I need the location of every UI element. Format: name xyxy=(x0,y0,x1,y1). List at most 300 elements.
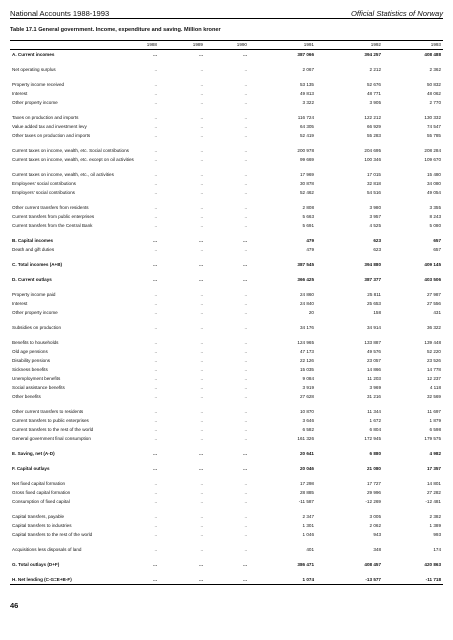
cell-value: .. xyxy=(200,490,203,495)
cell-value: 64 305 xyxy=(299,124,314,129)
row-label: Current transfers from the Central Bank xyxy=(12,223,93,228)
table-row xyxy=(10,434,443,443)
table-section-row xyxy=(10,575,443,584)
cell-value: .. xyxy=(154,358,157,363)
cell-value: .. xyxy=(244,124,247,129)
cell-value: .. xyxy=(200,301,203,306)
cell-value: 161 326 xyxy=(297,436,314,441)
cell-value: 6 880 xyxy=(369,451,381,456)
column-header: 1993 xyxy=(430,42,441,47)
cell-value: .. xyxy=(154,172,157,177)
table-row xyxy=(10,122,443,131)
cell-value: 1 046 xyxy=(302,532,314,537)
cell-value: 20 641 xyxy=(299,451,314,456)
cell-value: .. xyxy=(154,91,157,96)
table-row xyxy=(10,497,443,506)
cell-value: 55 283 xyxy=(366,133,381,138)
row-label: Other current transfers from residents xyxy=(12,205,89,210)
cell-value: ... xyxy=(153,577,157,582)
cell-value: .. xyxy=(200,247,203,252)
row-label: A. Current incomes xyxy=(12,52,55,57)
table-section-row xyxy=(10,236,443,245)
cell-value: ... xyxy=(243,277,247,282)
cell-value: 34 080 xyxy=(426,181,441,186)
cell-value: 2 362 xyxy=(429,67,441,72)
row-label: Sickness benefits xyxy=(12,367,48,372)
cell-value: ... xyxy=(153,262,157,267)
cell-value: .. xyxy=(244,133,247,138)
table-row xyxy=(10,374,443,383)
cell-value: ... xyxy=(153,52,157,57)
cell-value: 52 220 xyxy=(426,349,441,354)
cell-value: .. xyxy=(244,67,247,72)
table-row xyxy=(10,245,443,254)
cell-value: 623 xyxy=(373,247,381,252)
cell-value: .. xyxy=(200,394,203,399)
cell-value: .. xyxy=(154,499,157,504)
cell-value: 3 957 xyxy=(369,214,381,219)
cell-value: 48 062 xyxy=(426,91,441,96)
cell-value: .. xyxy=(200,427,203,432)
cell-value: 74 547 xyxy=(426,124,441,129)
cell-value: .. xyxy=(154,148,157,153)
cell-value: 2 067 xyxy=(302,67,314,72)
cell-value: .. xyxy=(244,376,247,381)
cell-value: .. xyxy=(154,292,157,297)
cell-value: 14 866 xyxy=(366,367,381,372)
cell-value: ... xyxy=(153,466,157,471)
cell-value: .. xyxy=(200,349,203,354)
cell-value: 479 xyxy=(306,238,314,243)
cell-value: 403 506 xyxy=(424,277,441,282)
cell-value: .. xyxy=(154,394,157,399)
cell-value: .. xyxy=(154,436,157,441)
cell-value: ... xyxy=(199,262,203,267)
row-label: Other benefits xyxy=(12,394,41,399)
cell-value: 2 347 xyxy=(302,514,314,519)
table-row xyxy=(10,383,443,392)
column-header: 1988 xyxy=(146,42,157,47)
cell-value: 174 xyxy=(433,547,441,552)
cell-value: .. xyxy=(154,190,157,195)
row-label: D. Current outlays xyxy=(12,277,52,282)
cell-value: 11 697 xyxy=(427,409,441,414)
cell-value: .. xyxy=(244,385,247,390)
row-label: Taxes on production and imports xyxy=(12,115,79,120)
cell-value: 348 xyxy=(373,547,381,552)
cell-value: .. xyxy=(244,310,247,315)
cell-value: 27 628 xyxy=(299,394,314,399)
cell-value: 479 xyxy=(306,247,314,252)
cell-value: .. xyxy=(200,436,203,441)
cell-value: 3 905 xyxy=(369,100,381,105)
cell-value: 204 695 xyxy=(364,148,381,153)
cell-value: 22 126 xyxy=(299,358,314,363)
cell-value: .. xyxy=(200,532,203,537)
cell-value: .. xyxy=(154,133,157,138)
cell-value: 2 382 xyxy=(429,514,441,519)
cell-value: 366 425 xyxy=(297,277,314,282)
cell-value: ... xyxy=(243,466,247,471)
table-row xyxy=(10,347,443,356)
cell-value: -13 577 xyxy=(365,577,381,582)
table-row xyxy=(10,488,443,497)
cell-value: .. xyxy=(244,148,247,153)
cell-value: 11 203 xyxy=(367,376,381,381)
cell-value: ... xyxy=(199,562,203,567)
cell-value: ... xyxy=(199,277,203,282)
cell-value: 25 811 xyxy=(367,292,381,297)
table-section-row xyxy=(10,449,443,458)
table-row xyxy=(10,323,443,332)
cell-value: -12 269 xyxy=(365,499,381,504)
cell-value: 623 xyxy=(373,238,381,243)
row-label: C. Total incomes (A+B) xyxy=(12,262,63,267)
row-label: General government final consumption xyxy=(12,436,91,441)
cell-value: .. xyxy=(200,223,203,228)
column-header-row xyxy=(10,41,443,49)
cell-value: .. xyxy=(244,514,247,519)
cell-value: .. xyxy=(200,115,203,120)
cell-value: 386 471 xyxy=(297,562,314,567)
cell-value: .. xyxy=(154,181,157,186)
cell-value: .. xyxy=(244,409,247,414)
cell-value: .. xyxy=(244,214,247,219)
cell-value: 24 860 xyxy=(299,292,314,297)
cell-value: .. xyxy=(244,82,247,87)
row-label: Old age pensions xyxy=(12,349,48,354)
table-section-row xyxy=(10,275,443,284)
cell-value: .. xyxy=(154,157,157,162)
cell-value: 387 545 xyxy=(297,262,314,267)
cell-value: 3 969 xyxy=(369,385,381,390)
table-row xyxy=(10,356,443,365)
table-row xyxy=(10,89,443,98)
table-row xyxy=(10,392,443,401)
table-row xyxy=(10,299,443,308)
row-label: Current taxes on income, wealth, etc. Social contributions xyxy=(12,148,129,153)
table-row xyxy=(10,338,443,347)
column-header: 1992 xyxy=(370,42,381,47)
cell-value: .. xyxy=(244,100,247,105)
cell-value: -12 481 xyxy=(425,499,441,504)
cell-value: 401 xyxy=(306,547,314,552)
cell-value: 2 212 xyxy=(369,67,381,72)
cell-value: .. xyxy=(244,205,247,210)
table-row xyxy=(10,479,443,488)
cell-value: .. xyxy=(244,499,247,504)
table-row xyxy=(10,170,443,179)
cell-value: ... xyxy=(243,238,247,243)
cell-value: .. xyxy=(244,181,247,186)
cell-value: 5 080 xyxy=(429,223,441,228)
cell-value: ... xyxy=(199,577,203,582)
cell-value: .. xyxy=(244,436,247,441)
cell-value: 27 556 xyxy=(426,301,441,306)
row-label: Disability pensions xyxy=(12,358,51,363)
cell-value: 14 801 xyxy=(426,481,441,486)
cell-value: 24 840 xyxy=(299,301,314,306)
table-row xyxy=(10,416,443,425)
table-row xyxy=(10,146,443,155)
cell-value: 11 344 xyxy=(367,409,381,414)
cell-value: 3 646 xyxy=(302,418,314,423)
row-label: Other property income xyxy=(12,310,58,315)
cell-value: .. xyxy=(154,325,157,330)
row-label: Other current transfers to residents xyxy=(12,409,84,414)
cell-value: .. xyxy=(154,532,157,537)
cell-value: 5 663 xyxy=(302,214,314,219)
cell-value: 387 066 xyxy=(297,52,314,57)
table-row xyxy=(10,131,443,140)
cell-value: ... xyxy=(243,577,247,582)
cell-value: .. xyxy=(200,82,203,87)
cell-value: 17 015 xyxy=(366,172,381,177)
table-bottom-rule xyxy=(10,584,443,585)
cell-value: 208 284 xyxy=(424,148,441,153)
cell-value: .. xyxy=(200,547,203,552)
cell-value: .. xyxy=(200,214,203,219)
cell-value: .. xyxy=(154,67,157,72)
cell-value: 5 691 xyxy=(302,223,314,228)
cell-value: .. xyxy=(244,427,247,432)
row-label: Property income received xyxy=(12,82,65,87)
row-label: Capital transfers to industries xyxy=(12,523,72,528)
cell-value: 17 357 xyxy=(426,466,441,471)
cell-value: 20 046 xyxy=(299,466,314,471)
cell-value: .. xyxy=(200,367,203,372)
cell-value: ... xyxy=(243,562,247,567)
header-left: National Accounts 1988-1993 xyxy=(10,9,110,18)
cell-value: ... xyxy=(199,466,203,471)
cell-value: .. xyxy=(200,148,203,153)
cell-value: 49 576 xyxy=(366,349,381,354)
row-label: Interest xyxy=(12,301,28,306)
cell-value: 139 448 xyxy=(424,340,441,345)
cell-value: 23 526 xyxy=(426,358,441,363)
row-label: Unemployment benefits xyxy=(12,376,61,381)
table-row xyxy=(10,212,443,221)
cell-value: 100 346 xyxy=(364,157,381,162)
cell-value: .. xyxy=(154,523,157,528)
cell-value: .. xyxy=(244,358,247,363)
cell-value: 3 005 xyxy=(369,514,381,519)
cell-value: .. xyxy=(154,124,157,129)
row-label: Subsidies on production xyxy=(12,325,62,330)
cell-value: 10 870 xyxy=(299,409,314,414)
cell-value: ... xyxy=(199,451,203,456)
row-label: Interest xyxy=(12,91,28,96)
cell-value: 179 575 xyxy=(424,436,441,441)
cell-value: .. xyxy=(200,376,203,381)
column-header: 1989 xyxy=(192,42,203,47)
table-title: Table 17.1 General government. Income, expenditure and saving. Million kroner xyxy=(10,27,221,33)
cell-value: -11 587 xyxy=(298,499,314,504)
header-rule xyxy=(10,18,443,19)
cell-value: .. xyxy=(154,349,157,354)
cell-value: .. xyxy=(154,409,157,414)
cell-value: ... xyxy=(243,52,247,57)
cell-value: .. xyxy=(154,418,157,423)
cell-value: 394 257 xyxy=(364,52,381,57)
cell-value: .. xyxy=(244,367,247,372)
cell-value: 28 885 xyxy=(299,490,314,495)
cell-value: .. xyxy=(244,325,247,330)
cell-value: .. xyxy=(200,481,203,486)
table-section-row xyxy=(10,260,443,269)
row-label: Gross fixed capital formation xyxy=(12,490,71,495)
cell-value: .. xyxy=(244,340,247,345)
cell-value: 408 488 xyxy=(424,52,441,57)
row-label: Property income paid xyxy=(12,292,56,297)
cell-value: 130 332 xyxy=(424,115,441,120)
cell-value: .. xyxy=(244,547,247,552)
table-row xyxy=(10,98,443,107)
table-row xyxy=(10,221,443,230)
table-row xyxy=(10,425,443,434)
table-row xyxy=(10,530,443,539)
cell-value: .. xyxy=(244,301,247,306)
cell-value: 17 969 xyxy=(299,172,314,177)
row-label: Current transfers to the rest of the world xyxy=(12,427,94,432)
cell-value: .. xyxy=(200,133,203,138)
cell-value: ... xyxy=(243,262,247,267)
cell-value: .. xyxy=(154,301,157,306)
cell-value: .. xyxy=(154,214,157,219)
row-label: H. Net lending (C-G=E+B-F) xyxy=(12,577,72,582)
cell-value: 172 945 xyxy=(364,436,381,441)
table-row xyxy=(10,203,443,212)
cell-value: .. xyxy=(154,100,157,105)
row-label: Other property income xyxy=(12,100,58,105)
cell-value: .. xyxy=(200,190,203,195)
cell-value: .. xyxy=(154,223,157,228)
cell-value: ... xyxy=(153,451,157,456)
cell-value: .. xyxy=(200,91,203,96)
cell-value: 4 982 xyxy=(429,451,441,456)
cell-value: .. xyxy=(200,292,203,297)
row-label: G. Total outlays (D+F) xyxy=(12,562,60,567)
cell-value: .. xyxy=(200,409,203,414)
cell-value: .. xyxy=(154,427,157,432)
cell-value: 3 980 xyxy=(369,205,381,210)
cell-value: ... xyxy=(153,562,157,567)
row-label: Benefits to households xyxy=(12,340,59,345)
cell-value: .. xyxy=(154,247,157,252)
cell-value: 6 582 xyxy=(302,427,314,432)
column-header: 1991 xyxy=(303,42,314,47)
cell-value: 3 919 xyxy=(302,385,314,390)
cell-value: .. xyxy=(200,340,203,345)
cell-value: ... xyxy=(153,277,157,282)
row-label: Current transfers from public enterprises xyxy=(12,214,95,219)
row-label: Current taxes on income, wealth, etc., oil activities xyxy=(12,172,114,177)
page-header xyxy=(10,4,443,18)
cell-value: 32 818 xyxy=(366,181,381,186)
table-row xyxy=(10,65,443,74)
cell-value: .. xyxy=(200,358,203,363)
cell-value: .. xyxy=(244,394,247,399)
cell-value: .. xyxy=(244,91,247,96)
cell-value: 34 914 xyxy=(366,325,381,330)
cell-value: 20 xyxy=(308,310,314,315)
cell-value: 14 778 xyxy=(426,367,441,372)
row-label: Current taxes on income, wealth, etc. except on oil activities xyxy=(12,157,134,162)
row-label: Employees' social contributions xyxy=(12,181,76,186)
cell-value: 4 525 xyxy=(369,223,381,228)
cell-value: .. xyxy=(200,385,203,390)
cell-value: .. xyxy=(154,82,157,87)
cell-value: 48 771 xyxy=(366,91,381,96)
table-row xyxy=(10,521,443,530)
cell-value: 657 xyxy=(433,247,441,252)
cell-value: .. xyxy=(200,418,203,423)
cell-value: 12 237 xyxy=(426,376,441,381)
cell-value: .. xyxy=(200,172,203,177)
table-row xyxy=(10,113,443,122)
cell-value: 52 462 xyxy=(299,190,314,195)
cell-value: 993 xyxy=(433,532,441,537)
cell-value: .. xyxy=(244,292,247,297)
cell-value: 21 080 xyxy=(366,466,381,471)
cell-value: 54 516 xyxy=(366,190,381,195)
cell-value: .. xyxy=(200,67,203,72)
cell-value: 408 457 xyxy=(364,562,381,567)
cell-value: 17 727 xyxy=(366,481,381,486)
row-label: Capital transfers to the rest of the world xyxy=(12,532,93,537)
cell-value: 657 xyxy=(433,238,441,243)
row-label: Current transfers to public enterprises xyxy=(12,418,89,423)
column-header: 1990 xyxy=(236,42,247,47)
cell-value: .. xyxy=(244,247,247,252)
cell-value: 8 243 xyxy=(429,214,441,219)
cell-value: .. xyxy=(154,340,157,345)
cell-value: .. xyxy=(154,547,157,552)
table-section-row xyxy=(10,560,443,569)
cell-value: 27 987 xyxy=(426,292,441,297)
cell-value: 31 216 xyxy=(366,394,381,399)
cell-value: .. xyxy=(154,205,157,210)
cell-value: 109 670 xyxy=(424,157,441,162)
cell-value: .. xyxy=(200,310,203,315)
cell-value: 133 887 xyxy=(364,340,381,345)
cell-value: 2 808 xyxy=(302,205,314,210)
row-label: Value added tax and investment levy xyxy=(12,124,87,129)
cell-value: .. xyxy=(244,490,247,495)
cell-value: 1 074 xyxy=(302,577,314,582)
cell-value: 9 084 xyxy=(302,376,314,381)
cell-value: 55 785 xyxy=(426,133,441,138)
cell-value: 23 057 xyxy=(366,358,381,363)
cell-value: .. xyxy=(200,181,203,186)
cell-value: .. xyxy=(244,523,247,528)
cell-value: 6 804 xyxy=(369,427,381,432)
row-label: Death and gift duties xyxy=(12,247,55,252)
cell-value: ... xyxy=(243,451,247,456)
cell-value: 29 996 xyxy=(366,490,381,495)
cell-value: 943 xyxy=(373,532,381,537)
table-row xyxy=(10,407,443,416)
cell-value: 4 118 xyxy=(429,385,441,390)
cell-value: 124 965 xyxy=(297,340,314,345)
cell-value: 1 879 xyxy=(429,418,441,423)
row-label: Net operating surplus xyxy=(12,67,56,72)
cell-value: .. xyxy=(154,115,157,120)
row-label: Net fixed capital formation xyxy=(12,481,66,486)
cell-value: ... xyxy=(153,238,157,243)
table-row xyxy=(10,179,443,188)
table-section-row xyxy=(10,464,443,473)
